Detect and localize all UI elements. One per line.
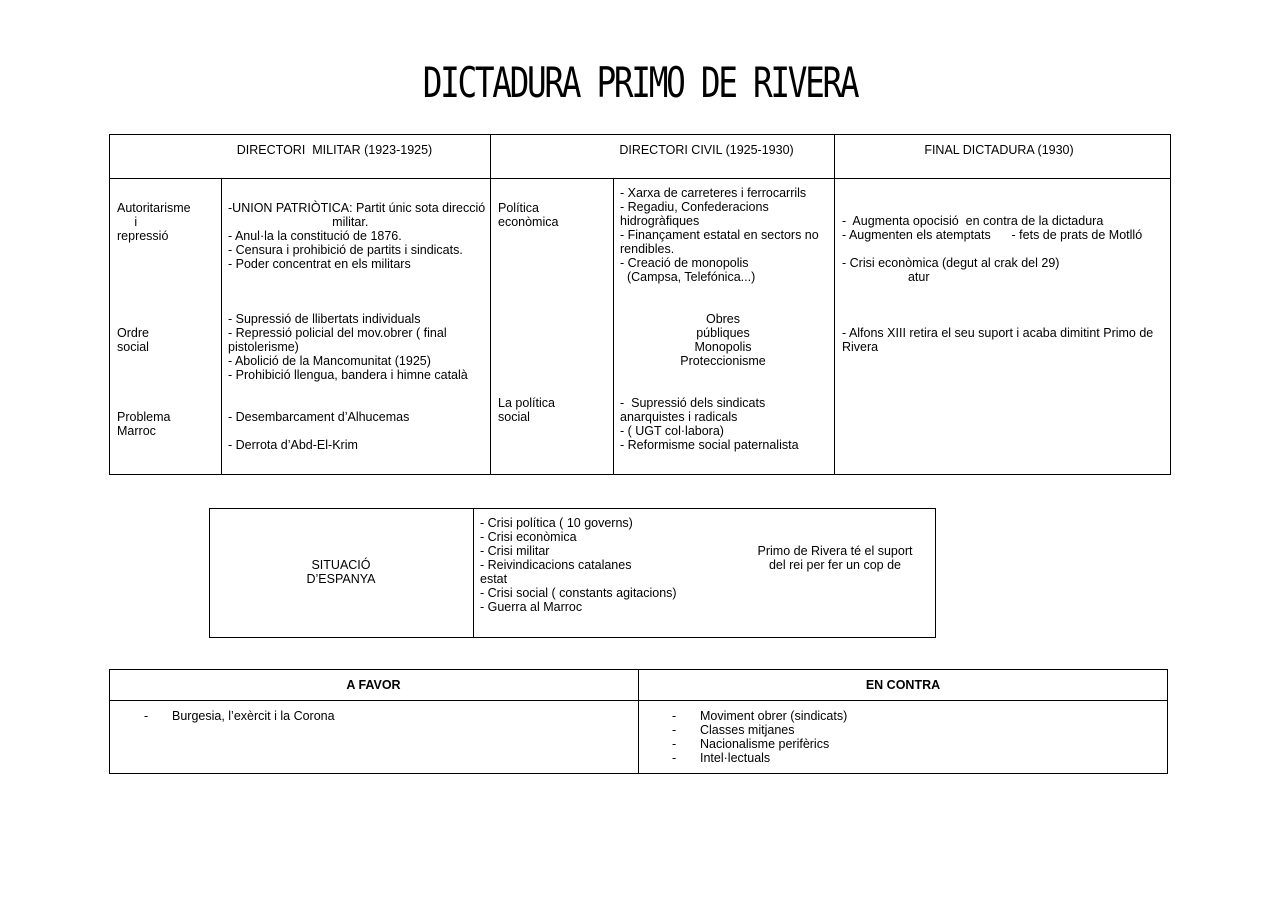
favor-dash: -	[144, 709, 149, 723]
situacio-divider	[473, 508, 474, 638]
situacio-list: - Crisi política ( 10 governs) - Crisi econòmica - Crisi militar - Reivindicacions catalanes estat - Crisi social ( constants agitacions) - Guerra al Marroc	[480, 516, 677, 614]
favor-item: Burgesia, l’exèrcit i la Corona	[172, 709, 335, 723]
row-content-obres-publiques: Obres públiques Monopolis Proteccionisme	[680, 312, 766, 368]
row-label-politica-social: La política social	[498, 396, 555, 424]
row-content-problema-marroc: - Desembarcament d’Alhucemas - Derrota d’Abd-El-Krim	[228, 410, 410, 452]
main-table-divider	[221, 178, 222, 475]
contra-item: Moviment obrer (sindicats)	[700, 709, 848, 723]
situacio-note: Primo de Rivera té el suport del rei per fer un cop de	[757, 544, 913, 572]
row-label-problema-marroc: Problema Marroc	[117, 410, 171, 438]
row-content-ordre-social: - Supressió de llibertats individuals - Repressió policial del mov.obrer ( final pistolerisme) - Abolició de la Mancomunitat (1925) - Prohibició llengua, bandera i himne català	[228, 312, 468, 382]
header-directori-militar: DIRECTORI MILITAR (1923-1925)	[236, 143, 433, 157]
header-a-favor: A FAVOR	[346, 678, 401, 692]
row-label-politica-economica: Política econòmica	[498, 201, 559, 229]
header-directori-civil: DIRECTORI CIVIL (1925-1930)	[619, 143, 794, 157]
contra-dash: -	[672, 723, 677, 737]
row-label-autoritarisme: Autoritarisme i repressió	[117, 201, 191, 243]
contra-dash: -	[672, 751, 677, 765]
contra-item: Classes mitjanes	[700, 723, 795, 737]
contra-dash: -	[672, 737, 677, 751]
main-table-header-divider	[109, 178, 1171, 179]
final-item-oposicio: - Augmenta opocisió en contra de la dictadura - Augmenten els atemptats - fets de prats de Motlló - Crisi econòmica (degut al crak del 29) atur	[842, 214, 1143, 284]
header-final-dictadura: FINAL DICTADURA (1930)	[924, 143, 1074, 157]
page-title: DICTADURA PRIMO DE RIVERA	[422, 58, 858, 107]
row-content-autoritarisme: -UNION PATRIÒTICA: Partit únic sota direcció militar. - Anul·la la constitució de 1876. - Censura i prohibició de partits i sindicats. - Poder concentrat en els militars	[228, 201, 486, 271]
final-item-alfons-xiii: - Alfons XIII retira el seu suport i acaba dimitint Primo de Rivera	[842, 326, 1154, 354]
row-label-ordre-social: Ordre social	[117, 326, 149, 354]
main-table-divider	[834, 134, 835, 475]
header-en-contra: EN CONTRA	[865, 678, 941, 692]
row-content-politica-social: - Supressió dels sindicats anarquistes i radicals - ( UGT col·labora) - Reformisme social paternalista	[620, 396, 799, 452]
situacio-label: SITUACIÓ D’ESPANYA	[306, 558, 376, 586]
contra-item: Intel·lectuals	[700, 751, 771, 765]
row-content-politica-economica: - Xarxa de carreteres i ferrocarrils - Regadiu, Confederacions hidrogràfiques - Finançament estatal en sectors no rendibles. - Creació de monopolis (Campsa, Telefónica...)	[620, 186, 819, 284]
contra-dash: -	[672, 709, 677, 723]
main-table-divider	[490, 134, 491, 475]
contra-item: Nacionalisme perifèrics	[700, 737, 830, 751]
